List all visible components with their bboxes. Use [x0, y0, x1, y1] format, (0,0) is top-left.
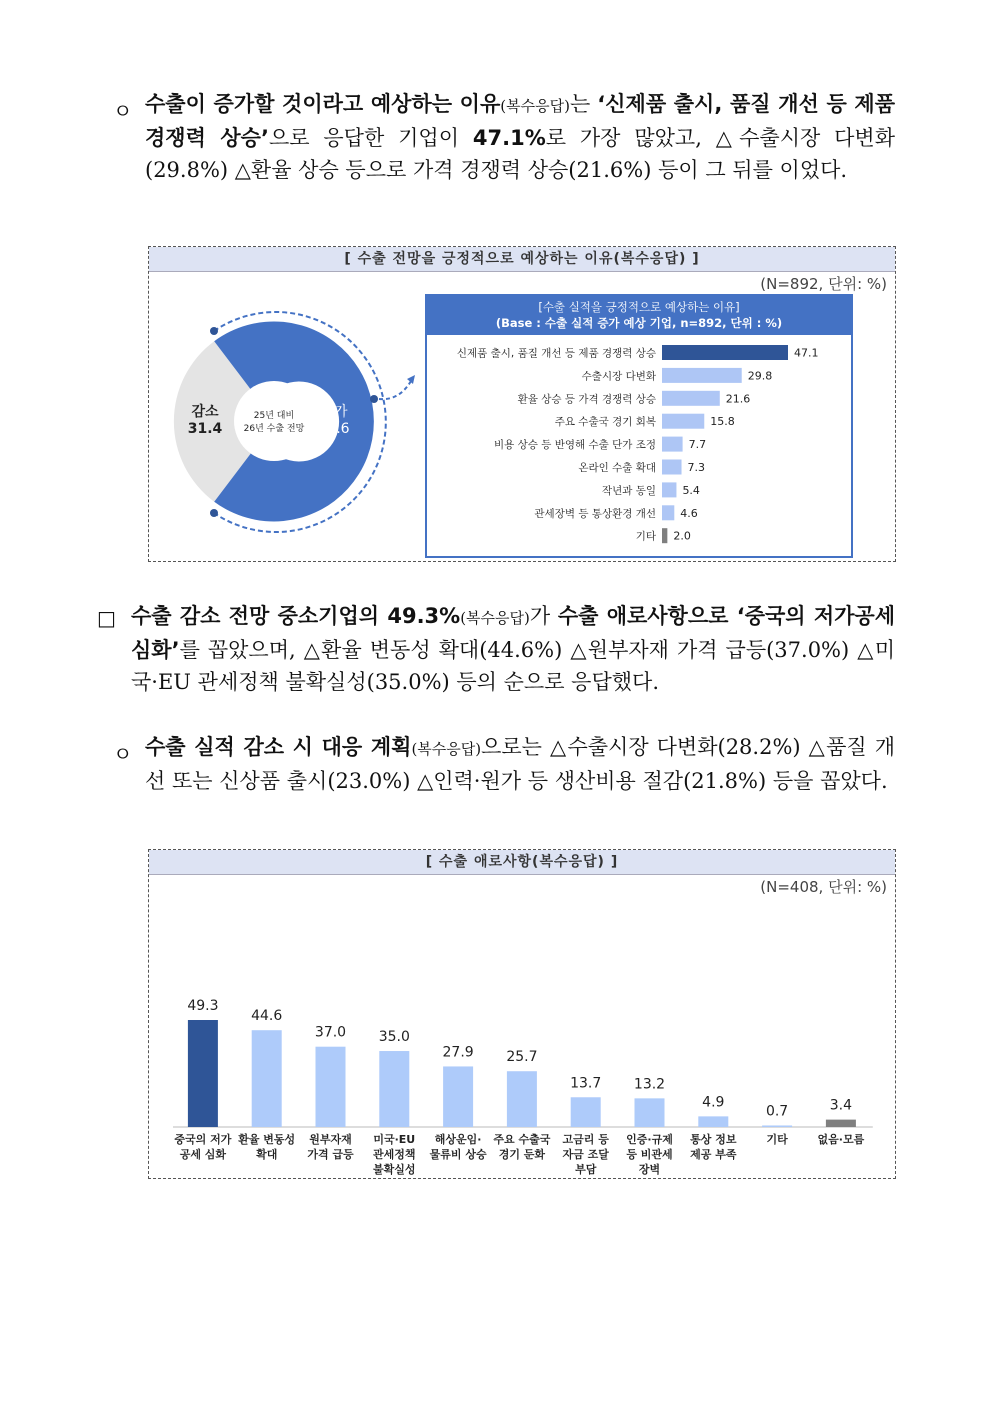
donut-chart: [149, 271, 449, 561]
paragraph-export-increase-reasons: [145, 88, 895, 186]
reason-bar-value: 2.0: [673, 529, 691, 543]
para2-small-1: (복수응답): [460, 609, 530, 627]
donut-decrease-label: 감소: [191, 404, 219, 420]
difficulty-category-label: 없음·모름: [817, 1133, 865, 1146]
difficulty-category-label: 미국·EU: [373, 1133, 416, 1146]
figure2-title: [ 수출 애로사항(복수응답) ]: [149, 850, 895, 875]
difficulty-bar: [252, 1030, 282, 1127]
reason-bar: [662, 528, 667, 543]
difficulty-category-label: 원부자재: [309, 1133, 352, 1146]
paragraph-decrease-response-plan: [145, 731, 895, 797]
bullet-circle-2: ㅇ: [113, 742, 133, 766]
reason-bar-label: 신제품 출시, 품질 개선 등 제품 경쟁력 상승: [456, 347, 656, 360]
donut-increase-value: 68.6: [318, 421, 350, 437]
para3-small-1: (복수응답): [411, 740, 482, 758]
difficulty-bar-value: 3.4: [829, 1097, 853, 1114]
figure2-unit: (N=408, 단위: %): [760, 878, 887, 896]
para1-bold-2: ‘신제품 출시, 품질 개선 등 제품경쟁력 상승’: [145, 92, 895, 150]
reason-bar-label: 온라인 수출 확대: [578, 462, 656, 474]
difficulty-bar-value: 49.3: [187, 998, 219, 1014]
donut-decrease-value: 31.4: [187, 421, 223, 437]
reason-bar-value: 7.7: [688, 438, 707, 452]
figure-export-difficulties: [148, 849, 896, 1179]
figure-positive-reasons: [148, 246, 896, 562]
reason-bar-label: 주요 수출국 경기 회복: [554, 416, 656, 429]
para2-bold-1: 수출 감소 전망 중소기업의 49.3%: [131, 604, 461, 628]
difficulty-bar-value: 44.6: [251, 1008, 283, 1025]
reason-bar-label: 작년과 동일: [601, 484, 656, 497]
para1-bold-3: 47.1%: [472, 126, 546, 150]
difficulty-bar-value: 25.7: [506, 1049, 538, 1066]
reasons-panel-header: [427, 296, 851, 335]
bullet-circle: ㅇ: [113, 99, 133, 123]
difficulty-category-label: 물류비 상승: [429, 1148, 487, 1161]
difficulty-category-label: 통상 정보: [690, 1133, 737, 1146]
para2-text-2: 를 꼽았으며, △환율 변동성 확대(44.6%) △원부자재 가격 급등(37.0%) △미국·EU 관세정책 불확실성(35.0%) 등의 순으로 응답했다.: [131, 638, 895, 694]
difficulty-bar: [635, 1098, 665, 1127]
reason-bar-label: 환율 상승 등 가격 경쟁력 상승: [517, 393, 656, 406]
reason-bar: [662, 437, 683, 452]
reason-bar: [662, 482, 676, 497]
reasons-panel-title: [수출 실적을 긍정적으로 예상하는 이유]: [538, 300, 740, 314]
donut-center-line2: 26년 수출 전망: [243, 424, 305, 434]
figure1-unit: (N=892, 단위: %): [760, 275, 887, 293]
reason-bar: [662, 505, 674, 520]
difficulty-bar-value: 4.9: [702, 1094, 725, 1111]
reason-bar-value: 21.6: [725, 392, 751, 406]
reason-bar-value: 15.8: [710, 415, 735, 429]
difficulty-bar: [379, 1051, 409, 1127]
reason-bar-value: 4.6: [680, 506, 698, 520]
reasons-bar-chart: [427, 337, 851, 557]
reason-bar-value: 7.3: [687, 461, 706, 474]
difficulty-bar: [507, 1071, 537, 1127]
paragraph-export-decrease-difficulties: [131, 600, 895, 698]
difficulty-category-label: 주요 수출국: [493, 1133, 551, 1146]
reasons-panel: [425, 294, 853, 558]
difficulty-category-label: 경기 둔화: [498, 1148, 546, 1161]
difficulty-bar-value: 13.2: [633, 1076, 666, 1093]
para1-text-2: 으로 응답한 기업이: [268, 126, 473, 150]
donut-center-line1: 25년 대비: [253, 411, 295, 421]
reason-bar-label: 기타: [635, 530, 656, 543]
difficulty-category-label: 불확실성: [373, 1163, 416, 1175]
reason-bar-label: 비용 상승 등 반영해 수출 단가 조정: [493, 439, 656, 452]
difficulty-category-label: 부담: [575, 1163, 597, 1175]
para2-text-1: 가: [529, 604, 558, 628]
donut-arc-dot-top: [210, 327, 218, 335]
difficulty-bar: [698, 1116, 728, 1127]
difficulty-bar: [571, 1097, 601, 1127]
para1-bold-1: 수출이 증가할 것이라고 예상하는 이유: [145, 92, 501, 116]
difficulty-category-label: 해상운임·: [434, 1133, 482, 1146]
donut-increase-label: 증가: [320, 404, 348, 420]
reason-bar: [662, 414, 704, 429]
difficulty-category-label: 등 비관세: [626, 1148, 673, 1161]
difficulty-bar: [826, 1120, 856, 1127]
reasons-panel-subtitle: (Base : 수출 실적 증가 예상 기업, n=892, 단위 : %): [495, 316, 783, 330]
para3-text-1: 으로는 △수출시장 다변화(28.2%) △품질 개선 또는 신상품 출시(23.0%) △인력·원가 등 생산비용 절감(21.8%) 등을 꼽았다.: [145, 735, 895, 793]
difficulty-bar-value: 13.7: [570, 1075, 602, 1092]
difficulty-category-label: 중국의 저가: [174, 1133, 232, 1146]
difficulty-category-label: 가격 급등: [307, 1148, 354, 1161]
difficulty-bar: [316, 1047, 346, 1127]
bullet-square: □: [97, 606, 116, 630]
para2-bold-2: 수출 애로사항으로 ‘중국의 저가공세 심화’: [131, 604, 895, 662]
reason-bar: [662, 391, 720, 406]
para1-text-3: 로 가장 많았고, △수출시장 다변화(29.8%) △환율 상승 등으로 가격 경쟁력 상승(21.6%) 등이 그 뒤를 이었다.: [145, 126, 896, 182]
reason-bar-value: 47.1: [794, 346, 819, 360]
difficulty-category-label: 인증·규제: [626, 1133, 673, 1146]
para1-text-1: 는: [569, 92, 598, 116]
difficulty-category-label: 자금 조달: [562, 1148, 609, 1161]
difficulty-category-label: 관세정책: [373, 1148, 416, 1161]
reason-bar-label: 수출시장 다변화: [581, 370, 656, 383]
difficulty-bar: [762, 1125, 792, 1127]
donut-arc-dot-right: [370, 395, 378, 403]
difficulty-category-label: 고금리 등: [562, 1133, 609, 1146]
reason-bar-value: 29.8: [747, 369, 773, 383]
reason-bar: [662, 345, 788, 360]
difficulty-bar: [188, 1020, 218, 1127]
difficulty-bar-value: 27.9: [442, 1044, 474, 1061]
difficulty-bar-value: 37.0: [314, 1024, 347, 1041]
difficulty-category-label: 장벽: [638, 1163, 661, 1175]
difficulty-category-label: 기타: [766, 1133, 788, 1146]
reason-bar: [662, 368, 742, 383]
difficulty-bar: [443, 1066, 473, 1127]
difficulty-category-label: 환율 변동성: [238, 1133, 296, 1146]
difficulty-category-label: 확대: [256, 1148, 278, 1161]
para1-small-1: (복수응답): [500, 97, 570, 115]
reason-bar: [662, 460, 682, 475]
difficulty-category-label: 제공 부족: [690, 1148, 737, 1161]
difficulty-category-label: 공세 심화: [179, 1148, 227, 1161]
reason-bar-value: 5.4: [682, 483, 700, 497]
reason-bar-label: 관세장벽 등 통상환경 개선: [534, 507, 656, 520]
difficulty-bar-value: 35.0: [378, 1029, 410, 1046]
figure1-title: [ 수출 전망을 긍정적으로 예상하는 이유(복수응답) ]: [149, 247, 895, 272]
para3-bold-1: 수출 실적 감소 시 대응 계획: [145, 735, 412, 759]
difficulties-bar-chart: [149, 875, 895, 1175]
donut-arc-dot-bottom: [210, 509, 218, 517]
difficulty-bar-value: 0.7: [765, 1103, 789, 1120]
